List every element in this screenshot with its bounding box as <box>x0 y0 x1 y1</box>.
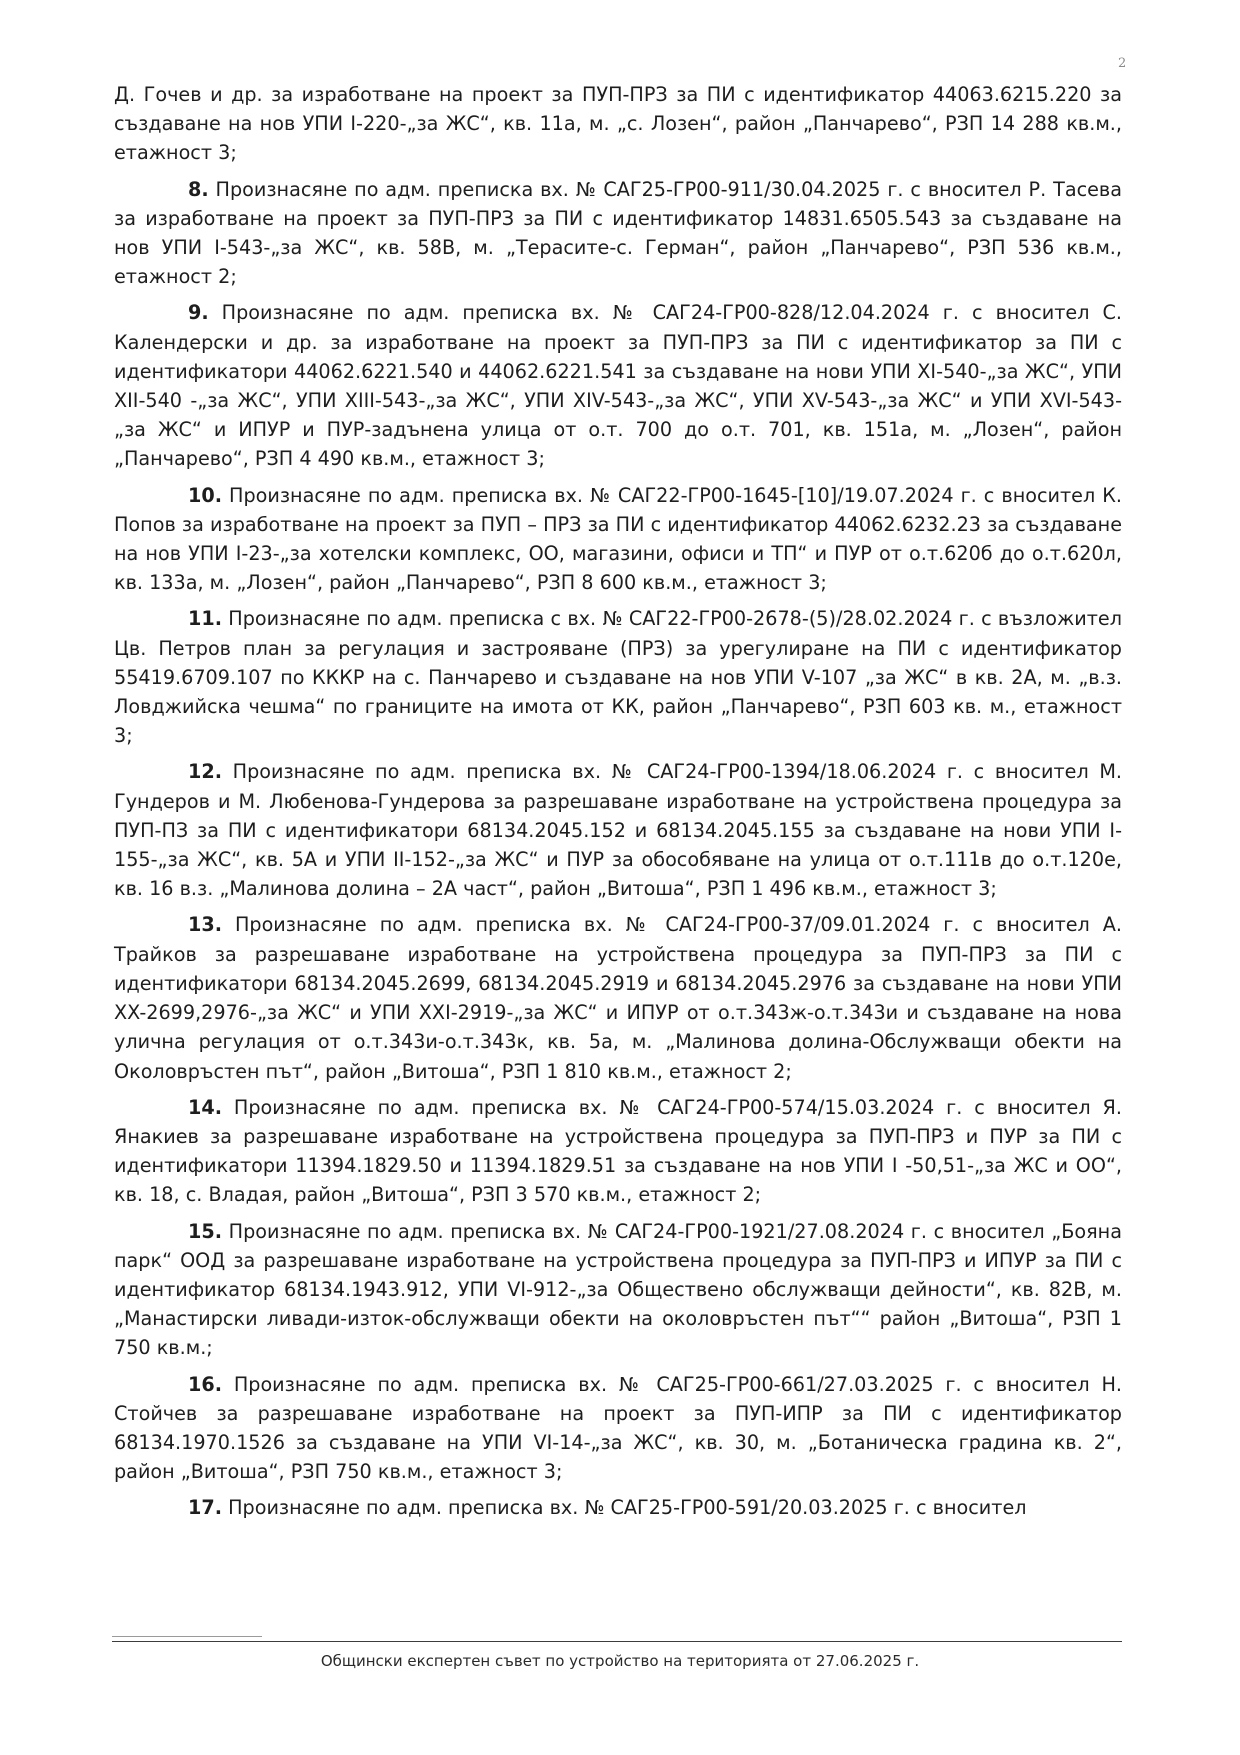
agenda-item-text: Произнасяне по адм. преписка вх. № САГ24-ГР00-574/15.03.2024 г. с вносител Я. Янакиев за разрешаване изработване на устройствена процедура за ПУП-ПРЗ и ПУР за ПИ с идентификатори 11394.1829.50 и 11394.1829.51 за създаване на нов УПИ I -50,51-„за ЖС и ОО“, кв. 18, с. Владая, район „Витоша“, РЗП 3 570 кв.м., етажност 2; <box>114 1095 1122 1207</box>
agenda-item <box>114 604 1122 750</box>
agenda-item-number: 8. <box>188 177 209 201</box>
intro-paragraph: Д. Гочев и др. за изработване на проект за ПУП-ПРЗ за ПИ с идентификатор 44063.6215.220 за създаване на нов УПИ I-220-„за ЖС“, кв. 11а, м. „с. Лозен“, район „Панчарево“, РЗП 14 288 кв.м., етажност 3; <box>114 83 1122 165</box>
agenda-item-text: Произнасяне по адм. преписка вх. № САГ24-ГР00-1921/27.08.2024 г. с вносител „Бояна парк“ ООД за разрешаване изработване на устройствена процедура за ПУП-ПРЗ и ИПУР за ПИ с идентификатор 68134.1943.912, УПИ VI-912-„за Обществено обслужващи дейности“, кв. 82В, м. „Манастирски ливади-изток-обслужващи обекти на околовръстен път““ район „Витоша“, РЗП 1 750 кв.м.; <box>114 1219 1122 1360</box>
agenda-item <box>114 298 1122 473</box>
agenda-item-text: Произнасяне по адм. преписка вх. № САГ25-ГР00-591/20.03.2025 г. с вносител <box>222 1496 1027 1520</box>
agenda-items-list <box>114 175 1122 1523</box>
footer-rule-accent <box>112 1636 262 1637</box>
agenda-item <box>114 1217 1122 1363</box>
agenda-item-number: 12. <box>188 760 222 784</box>
agenda-item <box>114 910 1122 1085</box>
agenda-item <box>114 1093 1122 1210</box>
agenda-item-text: Произнасяне по адм. преписка вх. № САГ24-ГР00-1394/18.06.2024 г. с вносител М. Гундеров и М. Любенова-Гундерова за разрешаване изработване на устройствена процедура за ПУП-ПЗ за ПИ с идентификатори 68134.2045.152 и 68134.2045.155 за създаване на нови УПИ I-155-„за ЖС“, кв. 5А и УПИ II-152-„за ЖС“ и ПУР за обособяване на улица от о.т.111в до о.т.120е, кв. 16 в.з. „Малинова долина – 2А част“, район „Витоша“, РЗП 1 496 кв.м., етажност 3; <box>114 760 1122 901</box>
page-number: 2 <box>1118 56 1127 71</box>
agenda-item-number: 17. <box>188 1496 222 1520</box>
agenda-item-number: 13. <box>188 913 222 937</box>
agenda-item-number: 16. <box>188 1372 222 1396</box>
agenda-item-number: 11. <box>188 607 222 631</box>
agenda-item <box>114 1493 1122 1522</box>
agenda-item <box>114 1370 1122 1487</box>
agenda-item-number: 9. <box>188 301 209 325</box>
agenda-item-number: 15. <box>188 1219 222 1243</box>
agenda-item-text: Произнасяне по адм. преписка вх. № САГ24-ГР00-828/12.04.2024 г. с вносител С. Календерски и др. за изработване на проект за ПУП-ПРЗ за ПИ с идентификатор за ПИ с идентификатори 44062.6221.540 и 44062.6221.541 за създаване на нови УПИ XI-540-„за ЖС“, УПИ XII-540 -„за ЖС“, УПИ XIII-543-„за ЖС“, УПИ XIV-543-„за ЖС“, УПИ XV-543-„за ЖС“ и УПИ XVI-543-„за ЖС“ и ИПУР и ПУР-задънена улица от о.т. 700 до о.т. 701, кв. 151а, м. „Лозен“, район „Панчарево“, РЗП 4 490 кв.м., етажност 3; <box>114 301 1122 471</box>
agenda-item-text: Произнасяне по адм. преписка вх. № САГ25-ГР00-911/30.04.2025 г. с вносител Р. Тасева за изработване на проект за ПУП-ПРЗ за ПИ с идентификатор 14831.6505.543 за създаване на нов УПИ I-543-„за ЖС“, кв. 58В, м. „Терасите-с. Герман“, район „Панчарево“, РЗП 536 кв.м., етажност 2; <box>114 177 1122 289</box>
agenda-item-number: 10. <box>188 483 222 507</box>
document-body <box>114 80 1122 1530</box>
agenda-item-text: Произнасяне по адм. преписка вх. № САГ22-ГР00-1645-[10]/19.07.2024 г. с вносител К. Попов за изработване на проект за ПУП – ПРЗ за ПИ с идентификатор 44062.6232.23 за създаване на нов УПИ I-23-„за хотелски комплекс, ОО, магазини, офиси и ТП“ и ПУР от о.т.620б до о.т.620л, кв. 133а, м. „Лозен“, район „Панчарево“, РЗП 8 600 кв.м., етажност 3; <box>114 483 1122 595</box>
agenda-item <box>114 481 1122 598</box>
agenda-item-text: Произнасяне по адм. преписка вх. № САГ25-ГР00-661/27.03.2025 г. с вносител Н. Стойчев за разрешаване изработване на проект за ПУП-ИПР за ПИ с идентификатор 68134.1970.1526 за създаване на УПИ VI-14-„за ЖС“, кв. 30, м. „Ботаническа градина кв. 2“, район „Витоша“, РЗП 750 кв.м., етажност 3; <box>114 1372 1122 1484</box>
agenda-item-text: Произнасяне по адм. преписка с вх. № САГ22-ГР00-2678-(5)/28.02.2024 г. с възложител Цв. Петров план за регулация и застрояване (ПРЗ) за урегулиране на ПИ с идентификатор 55419.6709.107 по КККР на с. Панчарево и създаване на нов УПИ V-107 „за ЖС“ в кв. 2А, м. „в.з. Ловджийска чешма“ по границите на имота от КК, район „Панчарево“, РЗП 603 кв. м., етажност 3; <box>114 607 1122 748</box>
page-footer: Общински експертен съвет по устройство на територията от 27.06.2025 г. <box>320 1652 920 1670</box>
agenda-item <box>114 757 1122 903</box>
agenda-item-text: Произнасяне по адм. преписка вх. № САГ24-ГР00-37/09.01.2024 г. с вносител А. Трайков за разрешаване изработване на устройствена процедура за ПУП-ПРЗ за ПИ с идентификатори 68134.2045.2699, 68134.2045.2919 и 68134.2045.2976 за създаване на нови УПИ XX-2699,2976-„за ЖС“ и УПИ XXI-2919-„за ЖС“ и ИПУР от о.т.343ж-о.т.343и и създаване на нова улична регулация от о.т.343и-о.т.343к, кв. 5а, м. „Малинова долина-Обслужващи обекти на Околовръстен път“, район „Витоша“, РЗП 1 810 кв.м., етажност 2; <box>114 913 1122 1083</box>
agenda-item <box>114 175 1122 292</box>
agenda-item-number: 14. <box>188 1095 222 1119</box>
footer-rule <box>112 1641 1122 1642</box>
